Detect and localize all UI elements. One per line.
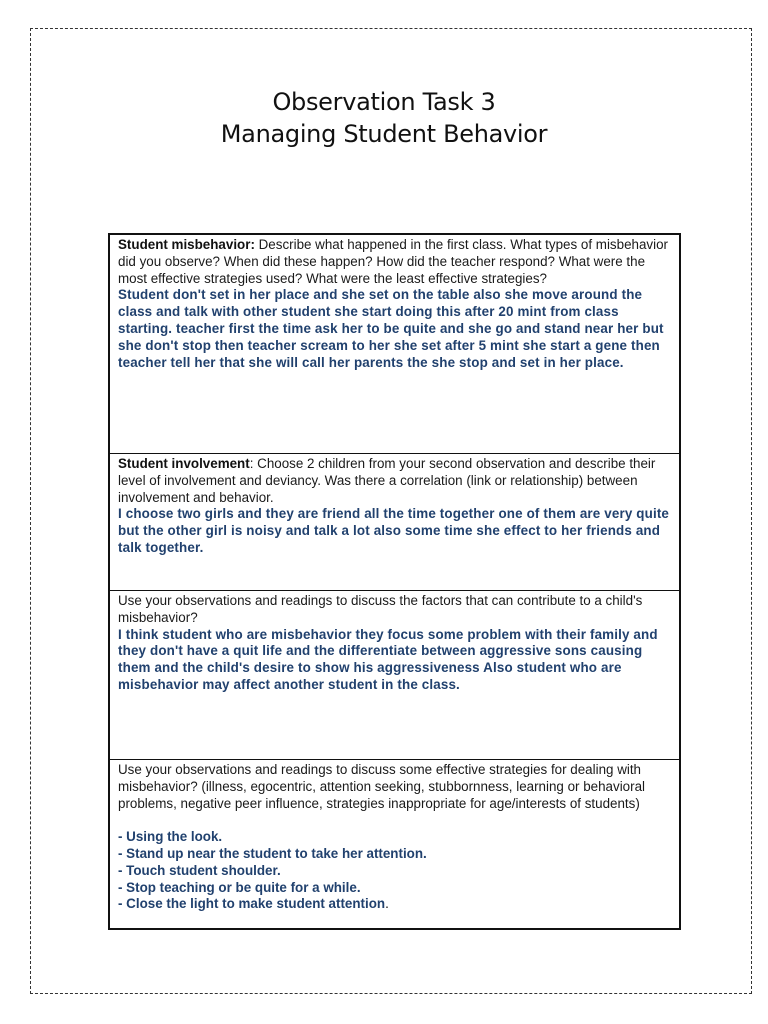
table-row-effective-strategies	[110, 760, 679, 928]
title-line-2: Managing Student Behavior	[220, 120, 548, 148]
table-row-contributing-factors	[110, 591, 679, 760]
list-item: - Touch student shoulder.	[118, 862, 281, 878]
prompt-text: Use your observations and readings to discuss some effective strategies for dealing with misbehavior? (illness, egocentric, attention seeking, stubbornness, learning or behavioral problems, negative peer influence, strategies inappropriate for age/interests of students)	[118, 762, 645, 811]
list-item: - Stand up near the student to take her attention.	[118, 845, 427, 861]
table-row-student-misbehavior	[110, 235, 679, 454]
page-title	[0, 86, 768, 150]
strategy-list	[118, 829, 671, 913]
list-item-text: - Close the light to make student attention	[118, 896, 386, 912]
list-item	[118, 896, 671, 913]
table-row-student-involvement	[110, 454, 679, 591]
prompt-text: : Choose 2 children from your second observation and describe their level of involvement and deviancy. Was there a correlation (link or relationship) between involvement and behavior.	[118, 456, 656, 505]
prompt-text: Use your observations and readings to discuss the factors that can contribute to a child's misbehavior?	[118, 593, 643, 625]
list-item: - Stop teaching or be quite for a while.	[118, 879, 361, 895]
prompt-label: Student misbehavior:	[118, 237, 255, 252]
list-item: - Using the look.	[118, 829, 223, 845]
answer-text: I choose two girls and they are friend all the time together one of them are very quite but the other girl is noisy and talk a lot also some time she effect to her friends and talk together.	[118, 506, 670, 555]
answer-text: Student don't set in her place and she set on the table also she move around the class and talk with other student she start doing this after 20 mint from class starting. teacher first the time ask her to be quite and she go and stand near her but she don't stop then teacher scream to her she set after 5 mint she start a gene then teacher tell her that she will call her parents the she stop and set in her place.	[118, 287, 664, 370]
prompt-text: Describe what happened in the first class. What types of misbehavior did you observe? When did these happen? How did the teacher respond? What were the most effective strategies used? What were the least effective strategies?	[118, 237, 668, 286]
title-line-1: Observation Task 3	[272, 88, 496, 116]
answer-text: I think student who are misbehavior they focus some problem with their family and they don't have a quit life and the differentiate between aggressive sons causing them and the child's desire to show his aggressiveness Also student who are misbehavior may affect another student in the class.	[118, 626, 658, 692]
prompt-label: Student involvement	[118, 456, 250, 471]
trailing-period: .	[385, 896, 389, 912]
observation-table	[108, 233, 681, 930]
